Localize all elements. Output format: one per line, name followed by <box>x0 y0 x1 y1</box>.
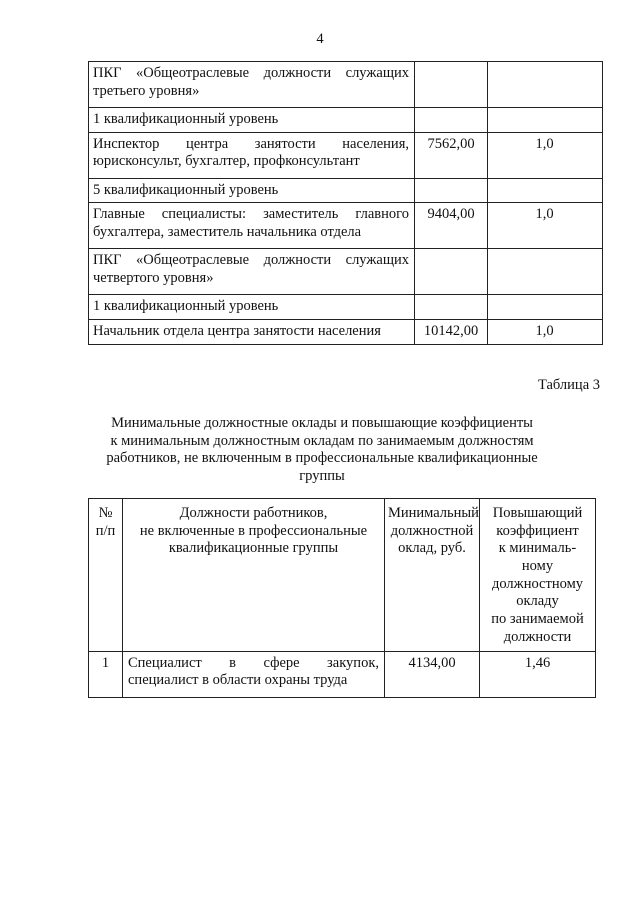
table-row <box>89 249 603 295</box>
table-label: Таблица 3 <box>537 377 600 393</box>
table-row <box>89 203 603 249</box>
caption-line: работников, не включенным в профессиональные квалификационные <box>106 450 538 467</box>
header-position <box>123 499 385 652</box>
row-name: Инспектор центра занятости населения, юрисконсульт, бухгалтер, профконсультант <box>89 132 415 178</box>
table-row <box>89 108 603 133</box>
header-line: должностному <box>492 575 583 592</box>
table-row <box>89 132 603 178</box>
row-name: Начальник отдела центра занятости населения <box>89 320 415 345</box>
row-name: Специалист в сфере закупок, специалист в области охраны труда <box>123 651 385 697</box>
header-line: Должности работников, <box>179 505 328 521</box>
row-coefficient: 1,0 <box>488 203 603 249</box>
header-line: по занимаемой <box>491 611 584 628</box>
row-salary: 7562,00 <box>415 132 488 178</box>
row-coefficient <box>488 295 603 320</box>
row-number: 1 <box>89 651 123 697</box>
header-line: квалификационные группы <box>168 540 339 557</box>
row-salary: 4134,00 <box>385 651 480 697</box>
header-line: должности <box>503 628 572 645</box>
salary-table-continued <box>88 61 603 345</box>
header-salary <box>385 499 480 652</box>
row-coefficient <box>488 178 603 203</box>
row-coefficient <box>488 62 603 108</box>
row-coefficient: 1,0 <box>488 132 603 178</box>
row-name: ПКГ «Общеотраслевые должности служащих четвертого уровня» <box>89 249 415 295</box>
header-line: Повышающий <box>492 505 583 521</box>
row-salary <box>415 108 488 133</box>
row-name: 1 квалификационный уровень <box>89 108 415 133</box>
table-row <box>89 651 596 697</box>
row-coefficient: 1,0 <box>488 320 603 345</box>
row-salary <box>415 178 488 203</box>
header-coefficient <box>480 499 596 652</box>
row-salary: 10142,00 <box>415 320 488 345</box>
header-line: ному <box>521 558 554 575</box>
row-coefficient <box>488 249 603 295</box>
row-salary <box>415 249 488 295</box>
caption-line: группы <box>299 468 345 485</box>
row-coefficient <box>488 108 603 133</box>
table-caption <box>80 415 564 486</box>
row-salary <box>415 62 488 108</box>
header-line: к минималь- <box>498 540 577 557</box>
header-line: не включенные в профессиональные <box>139 522 368 539</box>
table-row <box>89 62 603 108</box>
header-line: Минимальный <box>388 505 479 521</box>
caption-line: к минимальным должностным окладам по занимаемым должностям <box>110 432 534 449</box>
page-number: 4 <box>316 31 324 47</box>
row-coefficient: 1,46 <box>480 651 596 697</box>
table-row <box>89 320 603 345</box>
row-name: 5 квалификационный уровень <box>89 178 415 203</box>
table-header-row <box>89 499 596 652</box>
row-name: 1 квалификационный уровень <box>89 295 415 320</box>
minimum-salary-table <box>88 498 596 698</box>
row-name: Главные специалисты: заместитель главного бухгалтера, заместитель начальника отдела <box>89 203 415 249</box>
table-row <box>89 295 603 320</box>
header-line: должностной <box>390 522 474 539</box>
caption-line: Минимальные должностные оклады и повышающие коэффициенты <box>111 415 533 431</box>
row-salary <box>415 295 488 320</box>
header-line: коэффициент <box>496 522 579 539</box>
header-line: № <box>98 505 113 521</box>
header-line: оклад, руб. <box>398 540 466 557</box>
header-line: окладу <box>516 593 559 610</box>
row-salary: 9404,00 <box>415 203 488 249</box>
row-name: ПКГ «Общеотраслевые должности служащих третьего уровня» <box>89 62 415 108</box>
header-line: п/п <box>95 522 116 539</box>
header-number <box>89 499 123 652</box>
table-row <box>89 178 603 203</box>
